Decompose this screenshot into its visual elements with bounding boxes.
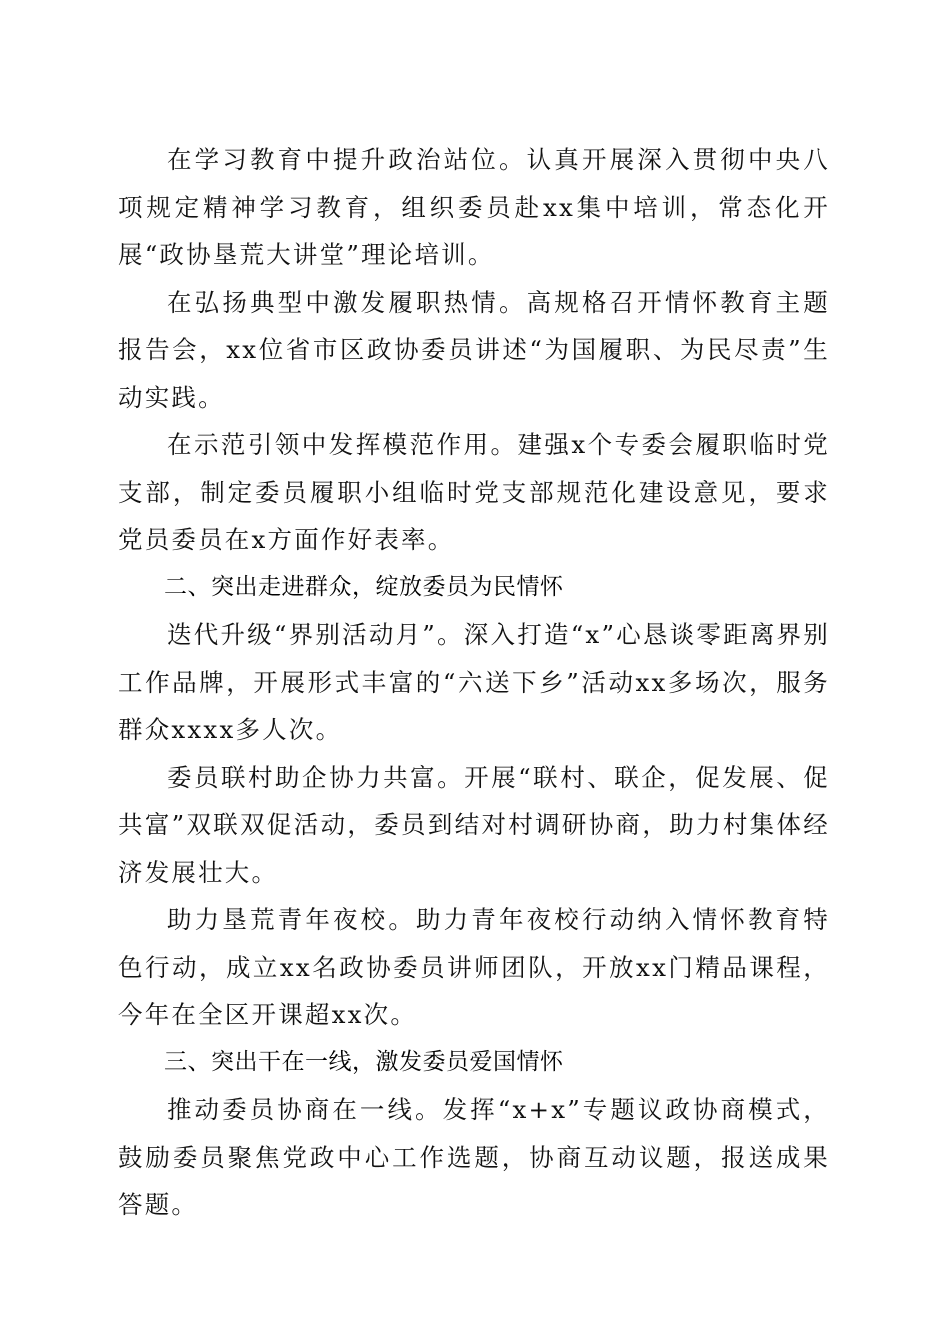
section-heading-2: 二、突出走进群众，绽放委员为民情怀 [164,573,564,600]
paragraph-village-enterprise: 委员联村助企协力共富。开展“联村、联企，促发展、促共富”双联双促活动，委员到结对村调研协商，助力村集体经济发展壮大。 [118,762,830,887]
paragraph-sector-activity-month: 迭代升级“界别活动月”。深入打造“x”心恳谈零距离界别工作品牌，开展形式丰富的“六送下乡”活动xx多场次，服务群众xxxx多人次。 [118,620,830,744]
paragraph-political-study: 在学习教育中提升政治站位。认真开展深入贯彻中央八项规定精神学习教育，组织委员赴xx集中培训，常态化开展“政协垦荒大讲堂”理论培训。 [118,145,830,269]
section-heading-3: 三、突出干在一线，激发委员爱国情怀 [164,1048,564,1075]
paragraph-youth-night-school: 助力垦荒青年夜校。助力青年夜校行动纳入情怀教育特色行动，成立xx名政协委员讲师团队，开放xx门精品课程，今年在全区开课超xx次。 [118,905,830,1029]
paragraph-typical-examples: 在弘扬典型中激发履职热情。高规格召开情怀教育主题报告会，xx位省市区政协委员讲述“为国履职、为民尽责”生动实践。 [118,287,830,412]
paragraph-frontline-consultation: 推动委员协商在一线。发挥“x+x”专题议政协商模式，鼓励委员聚焦党政中心工作选题，协商互动议题，报送成果答题。 [118,1095,830,1219]
paragraph-model-role: 在示范引领中发挥模范作用。建强x个专委会履职临时党支部，制定委员履职小组临时党支部规范化建设意见，要求党员委员在x方面作好表率。 [118,430,830,554]
document-body [118,136,830,1229]
